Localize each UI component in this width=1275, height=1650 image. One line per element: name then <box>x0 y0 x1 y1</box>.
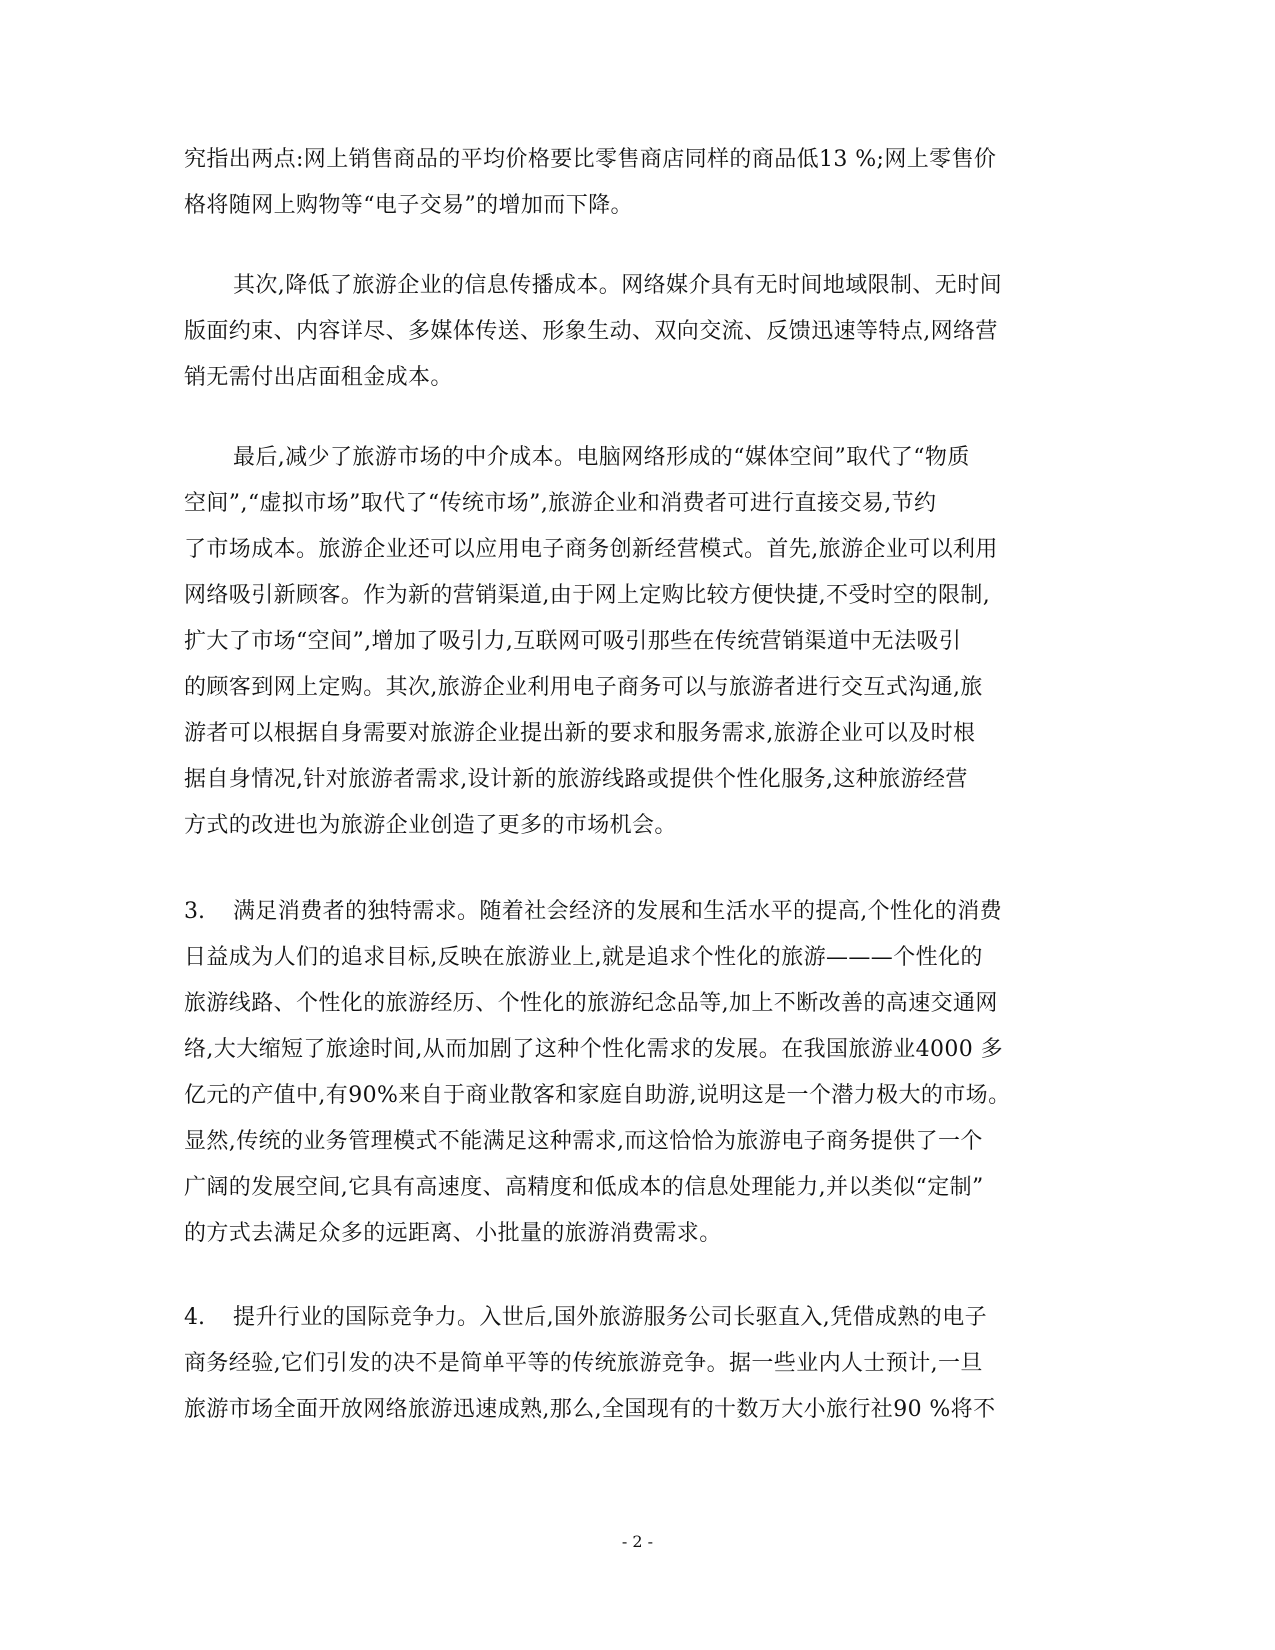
section-number: 4. <box>184 1305 205 1330</box>
paragraph-line: 显然,传统的业务管理模式不能满足这种需求,而这恰恰为旅游电子商务提供了一个 <box>184 1129 983 1154</box>
paragraph-line: 据自身情况,针对旅游者需求,设计新的旅游线路或提供个性化服务,这种旅游经营 <box>184 767 968 792</box>
paragraph-line: 的顾客到网上定购。其次,旅游企业利用电子商务可以与旅游者进行交互式沟通,旅 <box>184 675 983 700</box>
paragraph-line: 网络吸引新顾客。作为新的营销渠道,由于网上定购比较方便快捷,不受时空的限制, <box>184 583 991 608</box>
page-number: - 2 - <box>621 1532 654 1551</box>
paragraph-line: 销无需付出店面租金成本。 <box>184 365 453 390</box>
paragraph-line: 扩大了市场“空间”,增加了吸引力,互联网可吸引那些在传统营销渠道中无法吸引 <box>184 629 962 654</box>
paragraph-line: 版面约束、内容详尽、多媒体传送、形象生动、双向交流、反馈迅速等特点,网络营 <box>184 319 998 344</box>
paragraph-line: 满足消费者的独特需求。随着社会经济的发展和生活水平的提高,个性化的消费 <box>233 899 1002 924</box>
paragraph-line: 究指出两点:网上销售商品的平均价格要比零售商店同样的商品低13 %;网上零售价 <box>184 147 997 172</box>
paragraph-line: 商务经验,它们引发的决不是简单平等的传统旅游竞争。据一些业内人士预计,一旦 <box>184 1351 983 1376</box>
paragraph-line: 格将随网上购物等“电子交易”的增加而下降。 <box>184 193 633 218</box>
paragraph-line: 了市场成本。旅游企业还可以应用电子商务创新经营模式。首先,旅游企业可以利用 <box>184 537 998 562</box>
section-number: 3. <box>184 899 205 924</box>
paragraph-line: 提升行业的国际竞争力。入世后,国外旅游服务公司长驱直入,凭借成熟的电子 <box>233 1305 987 1330</box>
paragraph-line: 游者可以根据自身需要对旅游企业提出新的要求和服务需求,旅游企业可以及时根 <box>184 721 976 746</box>
paragraph-line: 其次,降低了旅游企业的信息传播成本。网络媒介具有无时间地域限制、无时间 <box>233 273 1002 298</box>
paragraph-line: 日益成为人们的追求目标,反映在旅游业上,就是追求个性化的旅游———个性化的 <box>184 945 983 970</box>
paragraph-line: 方式的改进也为旅游企业创造了更多的市场机会。 <box>184 813 677 838</box>
paragraph-line: 旅游市场全面开放网络旅游迅速成熟,那么,全国现有的十数万大小旅行社90 %将不 <box>184 1397 996 1422</box>
paragraph-line: 旅游线路、个性化的旅游经历、个性化的旅游纪念品等,加上不断改善的高速交通网 <box>184 991 998 1016</box>
paragraph-line: 空间”,“虚拟市场”取代了“传统市场”,旅游企业和消费者可进行直接交易,节约 <box>184 491 937 516</box>
paragraph-line: 络,大大缩短了旅途时间,从而加剧了这种个性化需求的发展。在我国旅游业4000 多 <box>184 1037 1003 1062</box>
paragraph-line: 最后,减少了旅游市场的中介成本。电脑网络形成的“媒体空间”取代了“物质 <box>233 445 970 470</box>
paragraph-line: 亿元的产值中,有90%来自于商业散客和家庭自助游,说明这是一个潜力极大的市场。 <box>184 1083 1011 1108</box>
paragraph-line: 广阔的发展空间,它具有高速度、高精度和低成本的信息处理能力,并以类似“定制” <box>184 1175 984 1200</box>
paragraph-line: 的方式去满足众多的远距离、小批量的旅游消费需求。 <box>184 1221 722 1246</box>
